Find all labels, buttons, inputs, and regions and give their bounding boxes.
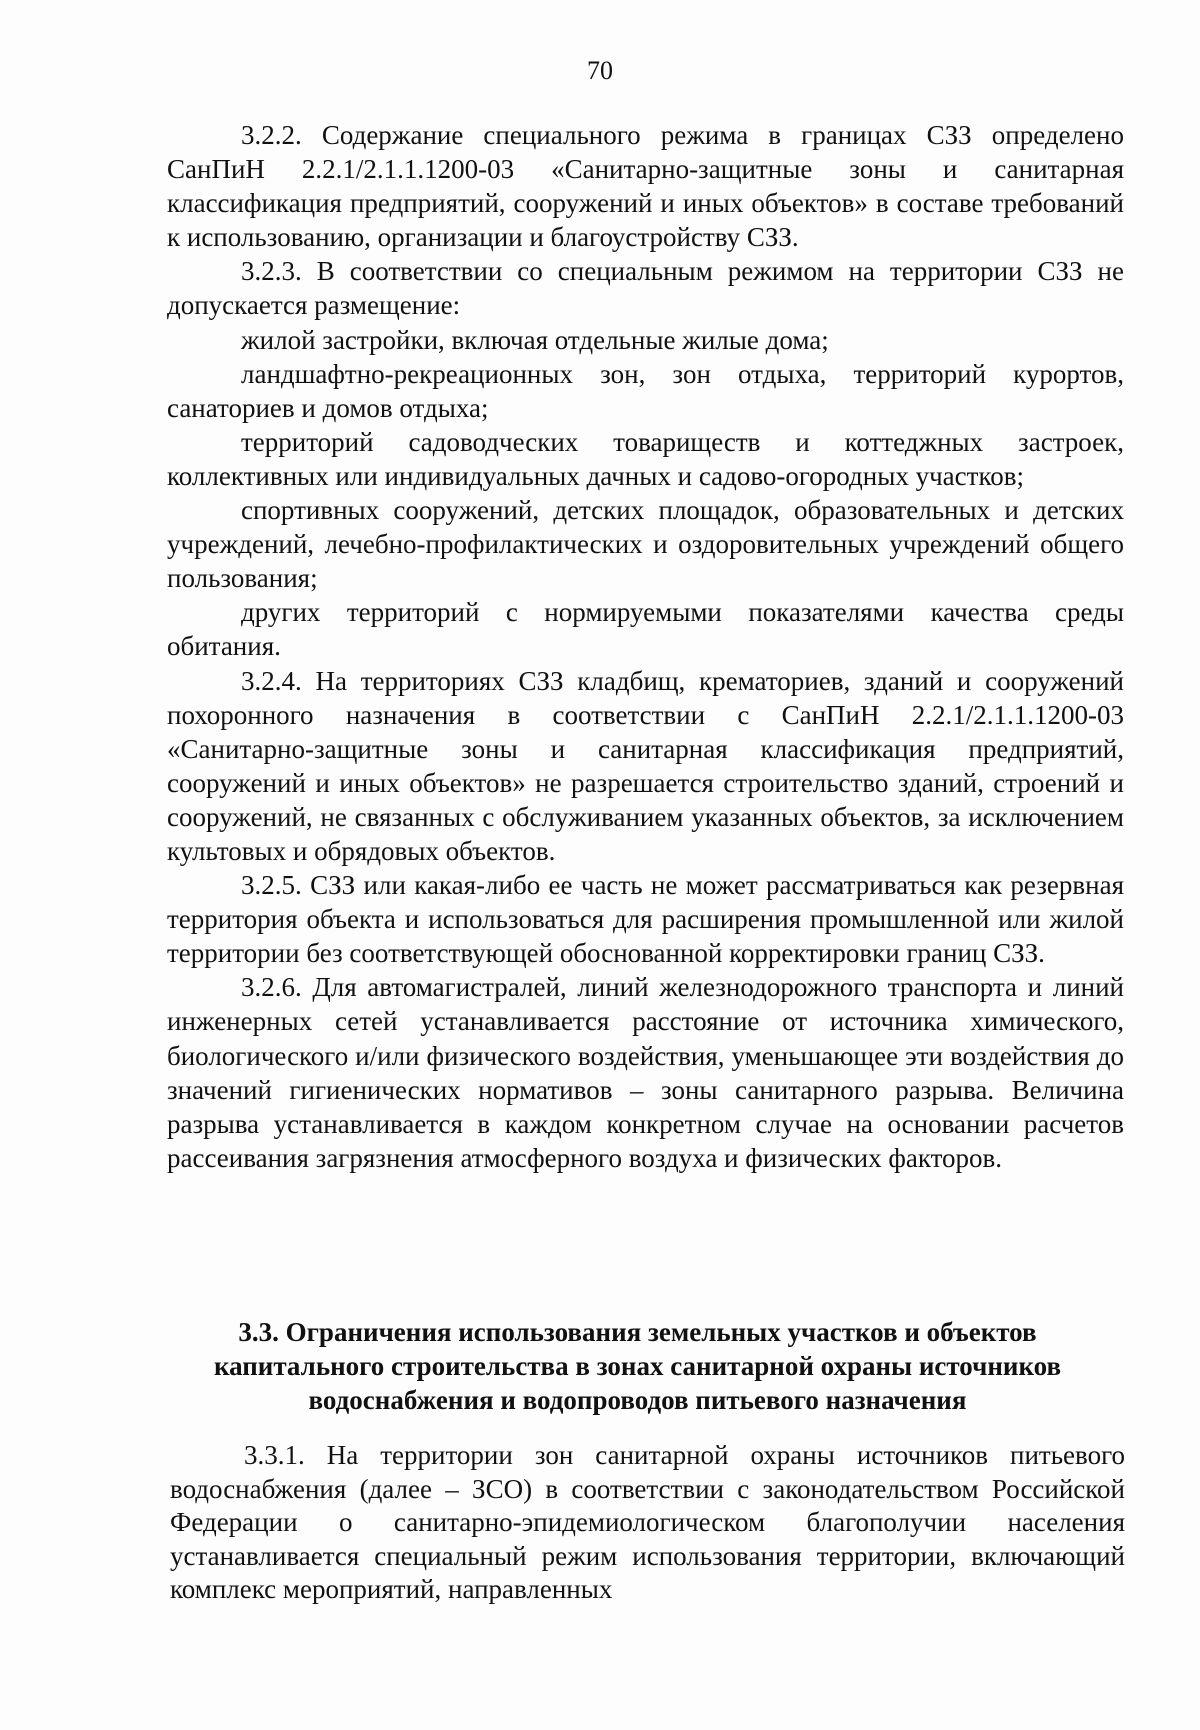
list-item-sports: спортивных сооружений, детских площадок, образовательных и детских учреждений, лечебно-профилактических и оздоровительных учреждений общего пользования; [167,495,1124,594]
paragraph-3-2-6: 3.2.6. Для автомагистралей, линий железнодорожного транспорта и линий инженерных сетей устанавливается расстояние от источника химического, биологического и/или физического воздействия, уменьшающее эти воздействия до значений гигиенических нормативов – зоны санитарного разрыва. Величина разрыва устанавливается в каждом конкретном случае на основании расчетов рассеивания загрязнения атмосферного воздуха и физических факторов. [167,972,1124,1173]
paragraph-3-2-5: 3.2.5. СЗЗ или какая-либо ее часть не может рассматриваться как резервная территория объекта и использоваться для расширения промышленной или жилой территории без соответствующей обоснованной корректировки границ СЗЗ. [167,870,1124,969]
heading-line: 3.3. Ограничения использования земельных участков и объектов [238,1317,1037,1347]
heading-line: капитального строительства в зонах санитарной охраны источников [213,1351,1062,1381]
section-3-2-body [167,118,1124,1175]
list-item-residential: жилой застройки, включая отдельные жилые дома; [241,324,829,355]
paragraph-3-2-3: 3.2.3. В соответствии со специальным режимом на территории СЗЗ не допускается размещение: [167,256,1124,321]
page-number: 70 [587,56,613,85]
paragraph-3-3-1: 3.3.1. На территории зон санитарной охраны источников питьевого водоснабжения (далее – ЗСО) в соответствии с законодательством Российской Федерации о санитарно-эпидемиологическом благополучии населения устанавливается специальный режим использования территории, включающий комплекс мероприятий, направленных [170,1440,1125,1605]
paragraph-3-2-4: 3.2.4. На территориях СЗЗ кладбищ, крематориев, зданий и сооружений похоронного назначения в соответствии с СанПиН 2.2.1/2.1.1.1200-03 «Санитарно-защитные зоны и санитарная классификация предприятий, сооружений и иных объектов» не разрешается строительство зданий, строений и сооружений, не связанных с обслуживанием указанных объектов, за исключением культовых и обрядовых объектов. [167,665,1124,866]
list-item-garden: территорий садоводческих товариществ и коттеджных застроек, коллективных или индивидуальных дачных и садово-огородных участков; [167,426,1124,491]
heading-line: водоснабжения и водопроводов питьевого назначения [308,1385,967,1415]
paragraph-3-2-2: 3.2.2. Содержание специального режима в границах СЗЗ определено СанПиН 2.2.1/2.1.1.1200-03 «Санитарно-защитные зоны и санитарная классификация предприятий, сооружений и иных объектов» в составе требований к использованию, организации и благоустройству СЗЗ. [167,120,1124,253]
section-heading-3-3 [150,1315,1125,1417]
list-item-recreational: ландшафтно-рекреационных зон, зон отдыха, территорий курортов, санаториев и домов отдыха; [167,358,1124,423]
section-3-3-body [170,1439,1125,1607]
list-item-other: других территорий с нормируемыми показателями качества среды обитания. [167,597,1124,662]
